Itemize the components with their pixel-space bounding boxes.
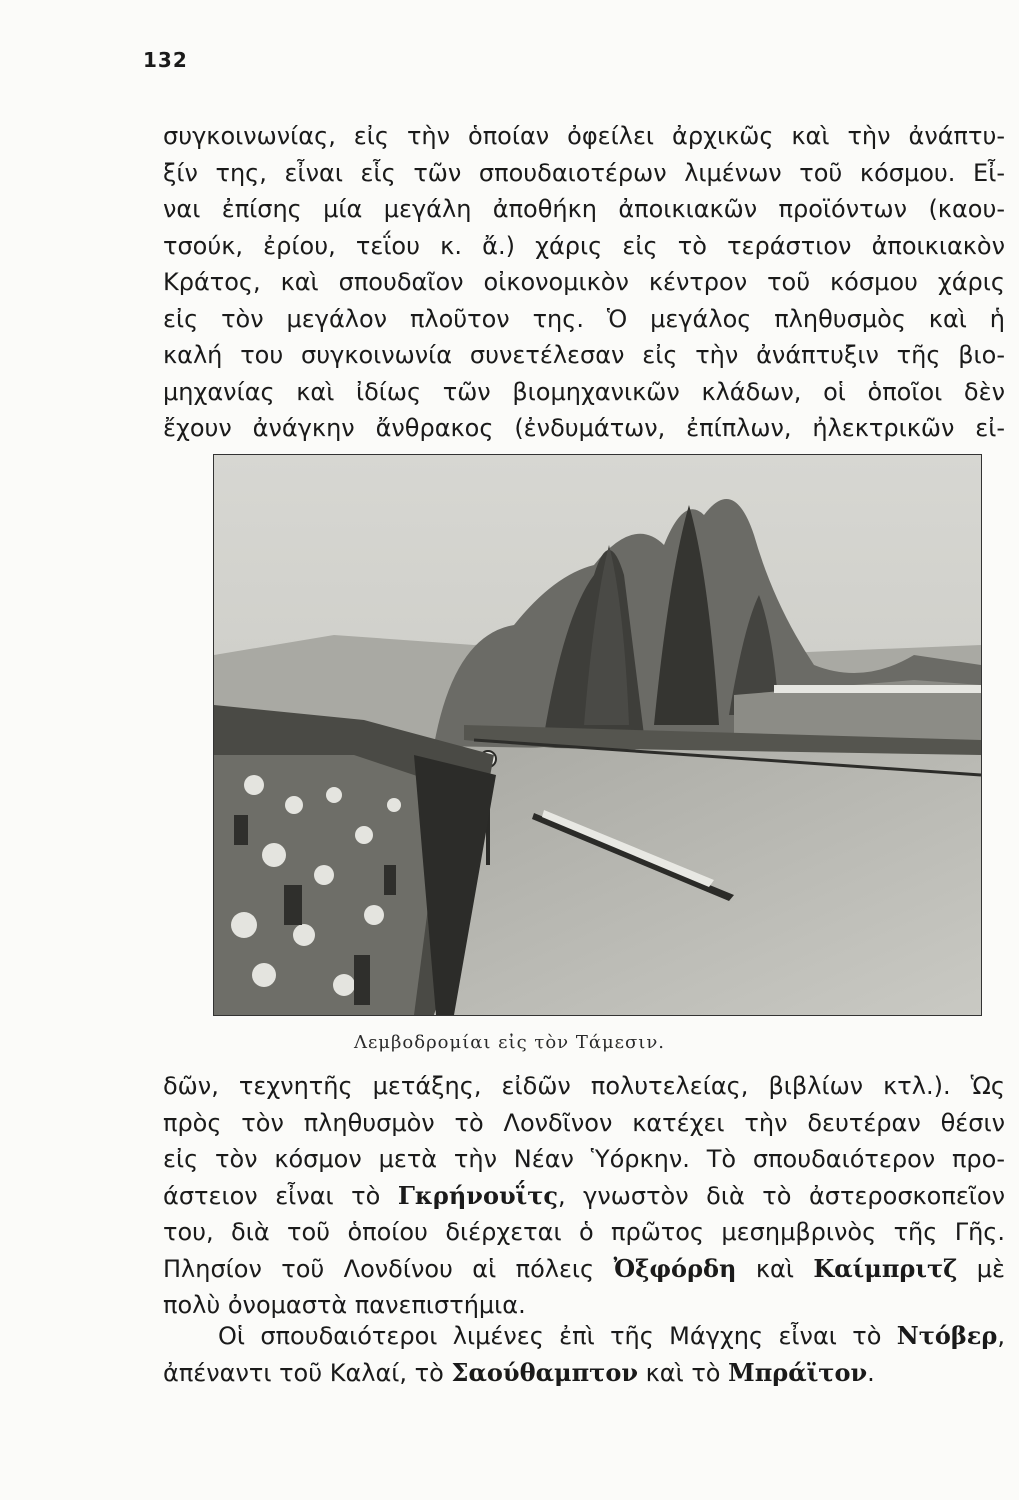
place-name-cambridge: Καίμπριτζ	[813, 1253, 958, 1283]
paragraph-2	[163, 1068, 1005, 1324]
text-line: εἰς τὸν κόσμον μετὰ τὴν Νέαν Ὑόρκην. Τὸ σπουδαιότερον προ-	[163, 1145, 1005, 1173]
place-name-dover: Ντόβερ	[896, 1321, 998, 1350]
text-segment: μὲ	[976, 1254, 1005, 1283]
text-segment: .	[867, 1358, 875, 1387]
paragraph-1	[163, 118, 1005, 447]
text-segment: Πλησίον τοῦ Λονδίνου αἱ πόλεις	[163, 1254, 595, 1283]
place-name-brighton: Μπράϊτον	[728, 1357, 868, 1387]
text-line	[163, 1318, 1005, 1355]
text-segment: , γνωστὸν διὰ τὸ ἀστεροσκοπεῖον	[557, 1181, 1006, 1210]
text-line: μηχανίας καὶ ἰδίως τῶν βιομηχανικῶν κλάδων, οἱ ὁποῖοι δὲν	[163, 377, 1005, 406]
text-line: του, διὰ τοῦ ὁποίου διέρχεται ὁ πρῶτος μεσημβρινὸς τῆς Γῆς.	[163, 1218, 1005, 1246]
text-line	[163, 1178, 1005, 1215]
text-segment: καὶ τὸ	[645, 1358, 721, 1387]
text-line: πολὺ ὀνομαστὰ πανεπιστήμια.	[163, 1291, 526, 1319]
figure-caption: Λεμβοδρομίαι εἰς τὸν Τάμεσιν.	[353, 1032, 666, 1053]
text-line: εἰς τὸν μεγάλον πλοῦτον της. Ὁ μεγάλος πληθυσμὸς καὶ ἡ	[163, 304, 1005, 333]
text-line: τσούκ, ἐρίου, τεΐου κ. ἄ.) χάρις εἰς τὸ τεράστιον ἀποικιακὸν	[163, 231, 1005, 260]
text-line: δῶν, τεχνητῆς μετάξης, εἰδῶν πολυτελείας, βιβλίων κτλ.). Ὡς	[163, 1072, 1005, 1100]
text-line: ναι ἐπίσης μία μεγάλη ἀποθήκη ἀποικιακῶν προϊόντων (καου-	[163, 195, 1005, 223]
page-number: 132	[143, 48, 188, 72]
paragraph-3	[163, 1318, 1005, 1391]
text-line: καλή του συγκοινωνία συνετέλεσαν εἰς τὴν ἀνάπτυξιν τῆς βιο-	[163, 341, 1005, 369]
place-name-southampton: Σαούθαμπτον	[451, 1357, 638, 1387]
text-line: πρὸς τὸν πληθυσμὸν τὸ Λονδῖνον κατέχει τὴν δευτέραν θέσιν	[163, 1108, 1005, 1137]
text-segment: άστειον εἶναι τὸ	[163, 1181, 381, 1210]
text-line	[163, 1251, 1005, 1288]
text-segment: Οἱ σπουδαιότεροι λιμένες ἐπὶ τῆς Μάγχης εἶναι τὸ	[218, 1322, 882, 1350]
text-line: Κράτος, καὶ σπουδαῖον οἰκονομικὸν κέντρον τοῦ κόσμου χάρις	[163, 268, 1005, 296]
text-segment: ἀπέναντι τοῦ Καλαί, τὸ	[163, 1358, 444, 1387]
text-line: συγκοινωνίας, εἰς τὴν ὁποίαν ὀφείλει ἀρχικῶς καὶ τὴν ἀνάπτυ-	[163, 122, 1005, 150]
place-name-oxford: Ὀξφόρδη	[613, 1253, 737, 1283]
text-line: ἔχουν ἀνάγκην ἄνθρακος (ἐνδυμάτων, ἐπίπλων, ἠλεκτρικῶν εἰ-	[163, 414, 1005, 442]
text-segment: ,	[997, 1322, 1005, 1350]
rowing-regatta-photo	[213, 454, 982, 1016]
text-segment: καὶ	[755, 1254, 794, 1283]
text-line	[163, 1355, 1005, 1392]
text-line: ξίν της, εἶναι εἷς τῶν σπουδαιοτέρων λιμένων τοῦ κόσμου. Εἶ-	[163, 158, 1005, 187]
place-name-greenwich: Γκρήνουΐτς	[397, 1180, 558, 1210]
